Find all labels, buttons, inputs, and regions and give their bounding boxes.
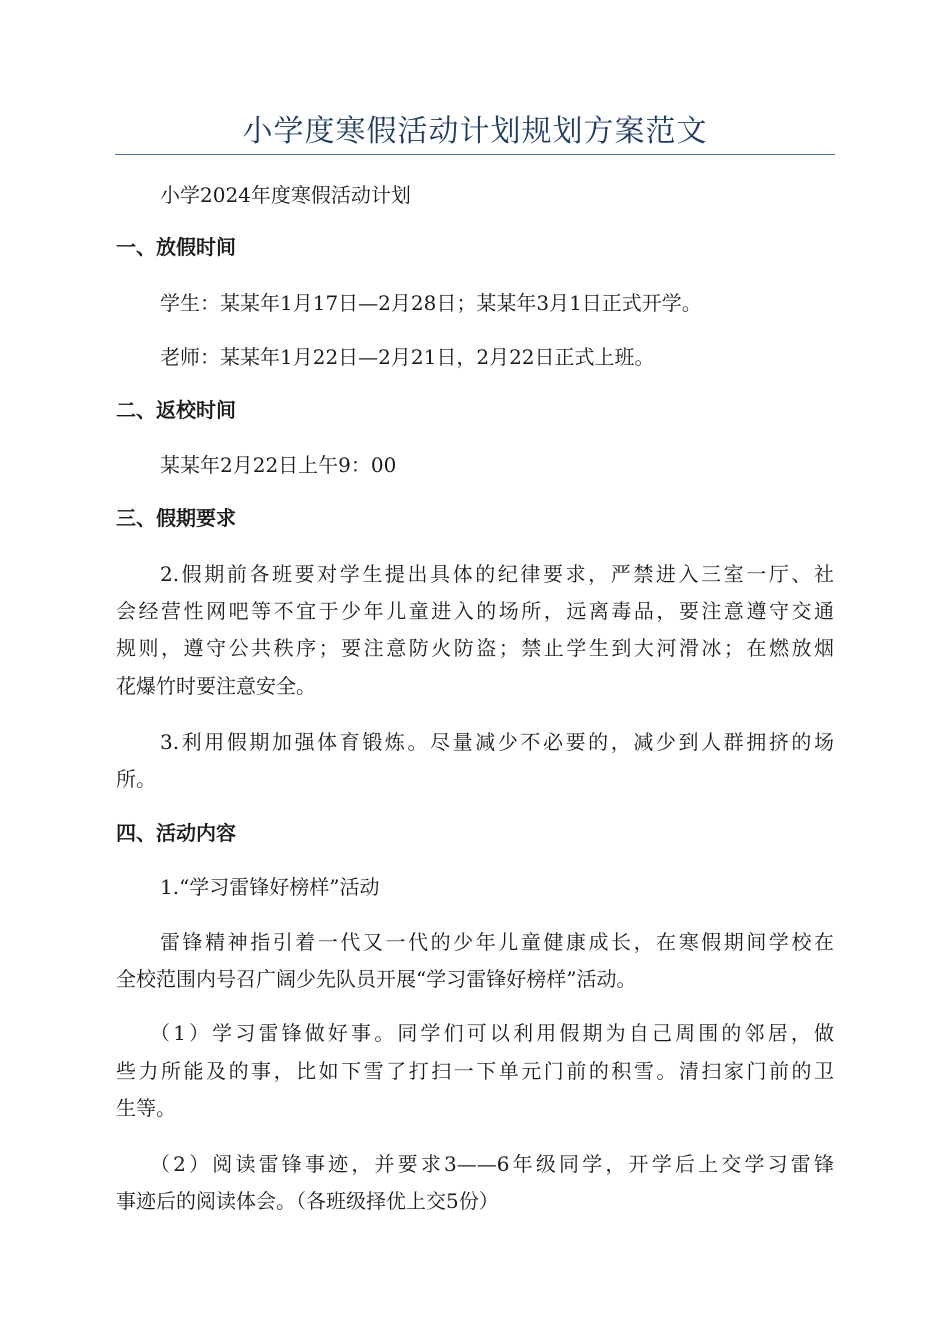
paragraph-line: 会经营性网吧等不宜于少年儿童进入的场所，远离毒品，要注意遵守交通: [116, 599, 834, 623]
paragraph-line: 全校范围内号召广阔少先队员开展“学习雷锋好榜样”活动。: [116, 967, 637, 991]
paragraph-line: 雷锋精神指引着一代又一代的少年儿童健康成长，在寒假期间学校在: [160, 930, 834, 954]
section-heading-activities: 四、活动内容: [116, 821, 236, 845]
paragraph-line: 3.利用假期加强体育锻炼。尽量减少不必要的，减少到人群拥挤的场: [160, 730, 834, 754]
paragraph-line: 花爆竹时要注意安全。: [116, 674, 316, 698]
document-subtitle: 小学2024年度寒假活动计划: [160, 183, 411, 207]
section-heading-requirements: 三、假期要求: [116, 506, 236, 530]
section-heading-holiday-time: 一、放假时间: [116, 235, 236, 259]
paragraph-line: 某某年2月22日上午9：00: [160, 453, 397, 477]
document-title: 小学度寒假活动计划规划方案范文: [242, 114, 708, 149]
paragraph-line: 事迹后的阅读体会。（各班级择优上交5份）: [116, 1189, 499, 1213]
paragraph-line: 2.假期前各班要对学生提出具体的纪律要求，严禁进入三室一厅、社: [160, 562, 834, 586]
section-heading-return-time: 二、返校时间: [116, 398, 236, 422]
paragraph-line: 规则，遵守公共秩序；要注意防火防盗；禁止学生到大河滑冰；在燃放烟: [116, 636, 834, 660]
paragraph-line: 所。: [116, 767, 156, 791]
paragraph-line: 生等。: [116, 1096, 176, 1120]
title-underline: [115, 154, 835, 155]
paragraph-line: （2）阅读雷锋事迹，并要求3——6年级同学，开学后上交学习雷锋: [150, 1152, 834, 1176]
activity-item-title: 1.“学习雷锋好榜样”活动: [160, 875, 380, 899]
paragraph-line: 些力所能及的事，比如下雪了打扫一下单元门前的积雪。清扫家门前的卫: [116, 1059, 834, 1083]
paragraph-line: （1）学习雷锋做好事。同学们可以利用假期为自己周围的邻居，做: [150, 1021, 834, 1045]
paragraph-line: 学生：某某年1月17日—2月28日；某某年3月1日正式开学。: [160, 291, 702, 315]
paragraph-line: 老师：某某年1月22日—2月21日，2月22日正式上班。: [160, 345, 655, 369]
